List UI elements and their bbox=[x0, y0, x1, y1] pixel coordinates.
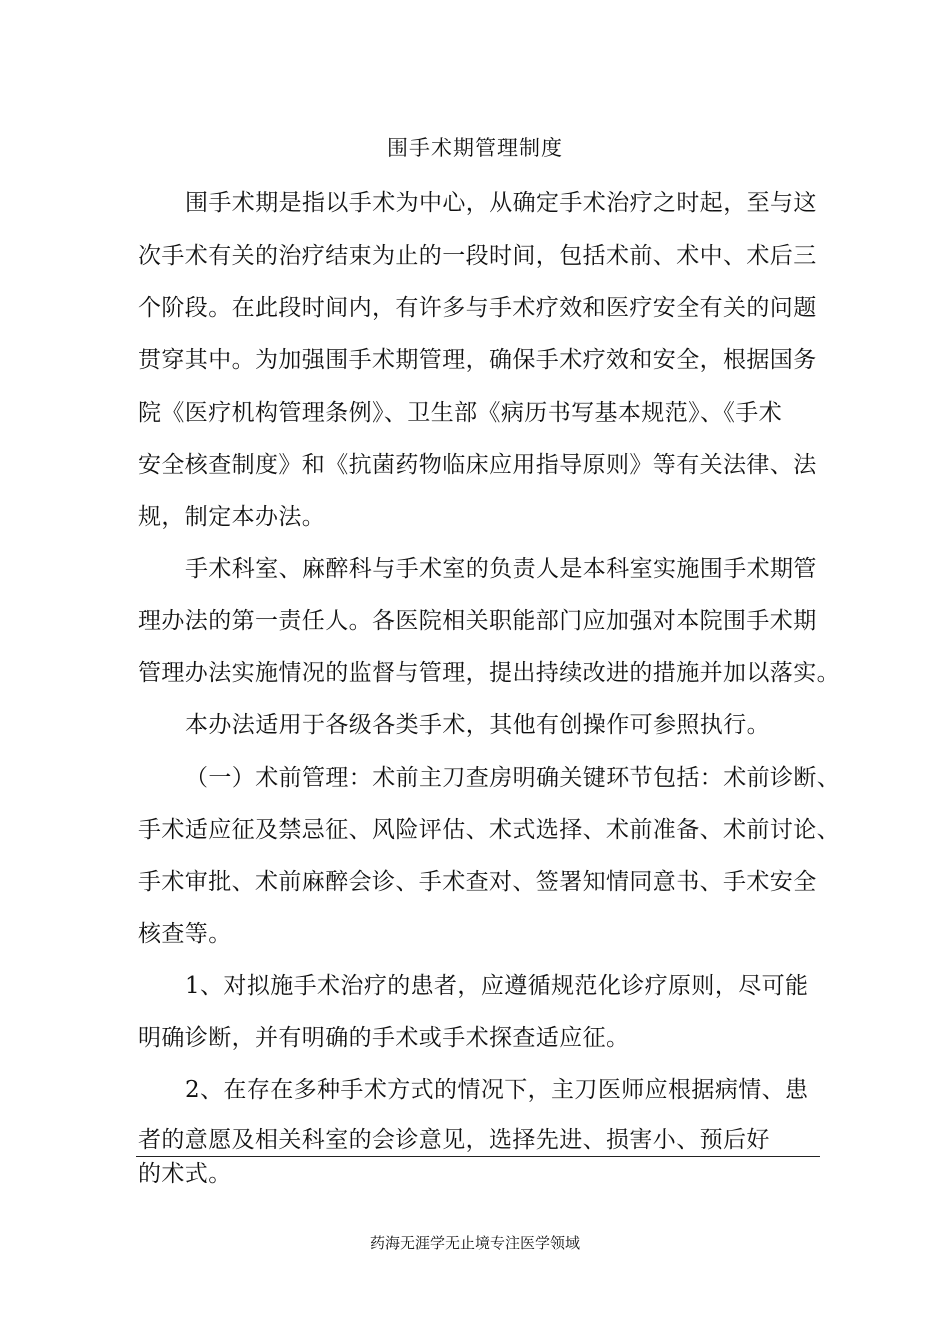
paragraph-2-line-2: 理办法的第一责任人。各医院相关职能部门应加强对本院围手术期 bbox=[138, 608, 817, 634]
paragraph-4-line-2: 手术适应征及禁忌征、风险评估、术式选择、术前准备、术前讨论、 bbox=[138, 817, 840, 843]
paragraph-5-line-1: 1、对拟施手术治疗的患者，应遵循规范化诊疗原则，尽可能 bbox=[185, 973, 809, 999]
paragraph-1-line-1: 围手术期是指以手术为中心，从确定手术治疗之时起，至与这 bbox=[185, 190, 817, 216]
paragraph-6-line-1: 2、在存在多种手术方式的情况下，主刀医师应根据病情、患 bbox=[185, 1077, 809, 1103]
paragraph-4-line-1: （一）术前管理：术前主刀查房明确关键环节包括：术前诊断、 bbox=[185, 765, 841, 791]
paragraph-3-line-1: 本办法适用于各级各类手术，其他有创操作可参照执行。 bbox=[185, 712, 770, 738]
paragraph-1-line-3: 个阶段。在此段时间内，有许多与手术疗效和医疗安全有关的问题 bbox=[138, 295, 817, 321]
paragraph-6-line-3: 的术式。 bbox=[138, 1161, 232, 1187]
paragraph-2-line-3: 管理办法实施情况的监督与管理，提出持续改进的措施并加以落实。 bbox=[138, 660, 840, 686]
paragraph-4-line-3: 手术审批、术前麻醉会诊、手术查对、签署知情同意书、手术安全 bbox=[138, 869, 817, 895]
paragraph-1-line-5: 院《医疗机构管理条例》、卫生部《病历书写基本规范》、《手术 bbox=[138, 400, 783, 426]
paragraph-6-line-2: 者的意愿及相关科室的会诊意见，选择先进、损害小、预后好 bbox=[138, 1127, 770, 1153]
paragraph-1-line-4: 贯穿其中。为加强围手术期管理，确保手术疗效和安全，根据国务 bbox=[138, 347, 817, 373]
divider-line bbox=[136, 1156, 820, 1157]
paragraph-4-line-4: 核查等。 bbox=[138, 921, 232, 947]
paragraph-5-line-2: 明确诊断，并有明确的手术或手术探查适应征。 bbox=[138, 1025, 630, 1051]
document-title: 围手术期管理制度 bbox=[387, 136, 563, 160]
paragraph-1-line-6: 安全核查制度》和《抗菌药物临床应用指导原则》等有关法律、法 bbox=[138, 452, 817, 478]
paragraph-1-line-2: 次手术有关的治疗结束为止的一段时间，包括术前、术中、术后三 bbox=[138, 243, 817, 269]
paragraph-1-line-7: 规，制定本办法。 bbox=[138, 504, 326, 530]
page-footer: 药海无涯学无止境专注医学领域 bbox=[369, 1234, 580, 1252]
paragraph-2-line-1: 手术科室、麻醉科与手术室的负责人是本科室实施围手术期管 bbox=[185, 556, 817, 582]
